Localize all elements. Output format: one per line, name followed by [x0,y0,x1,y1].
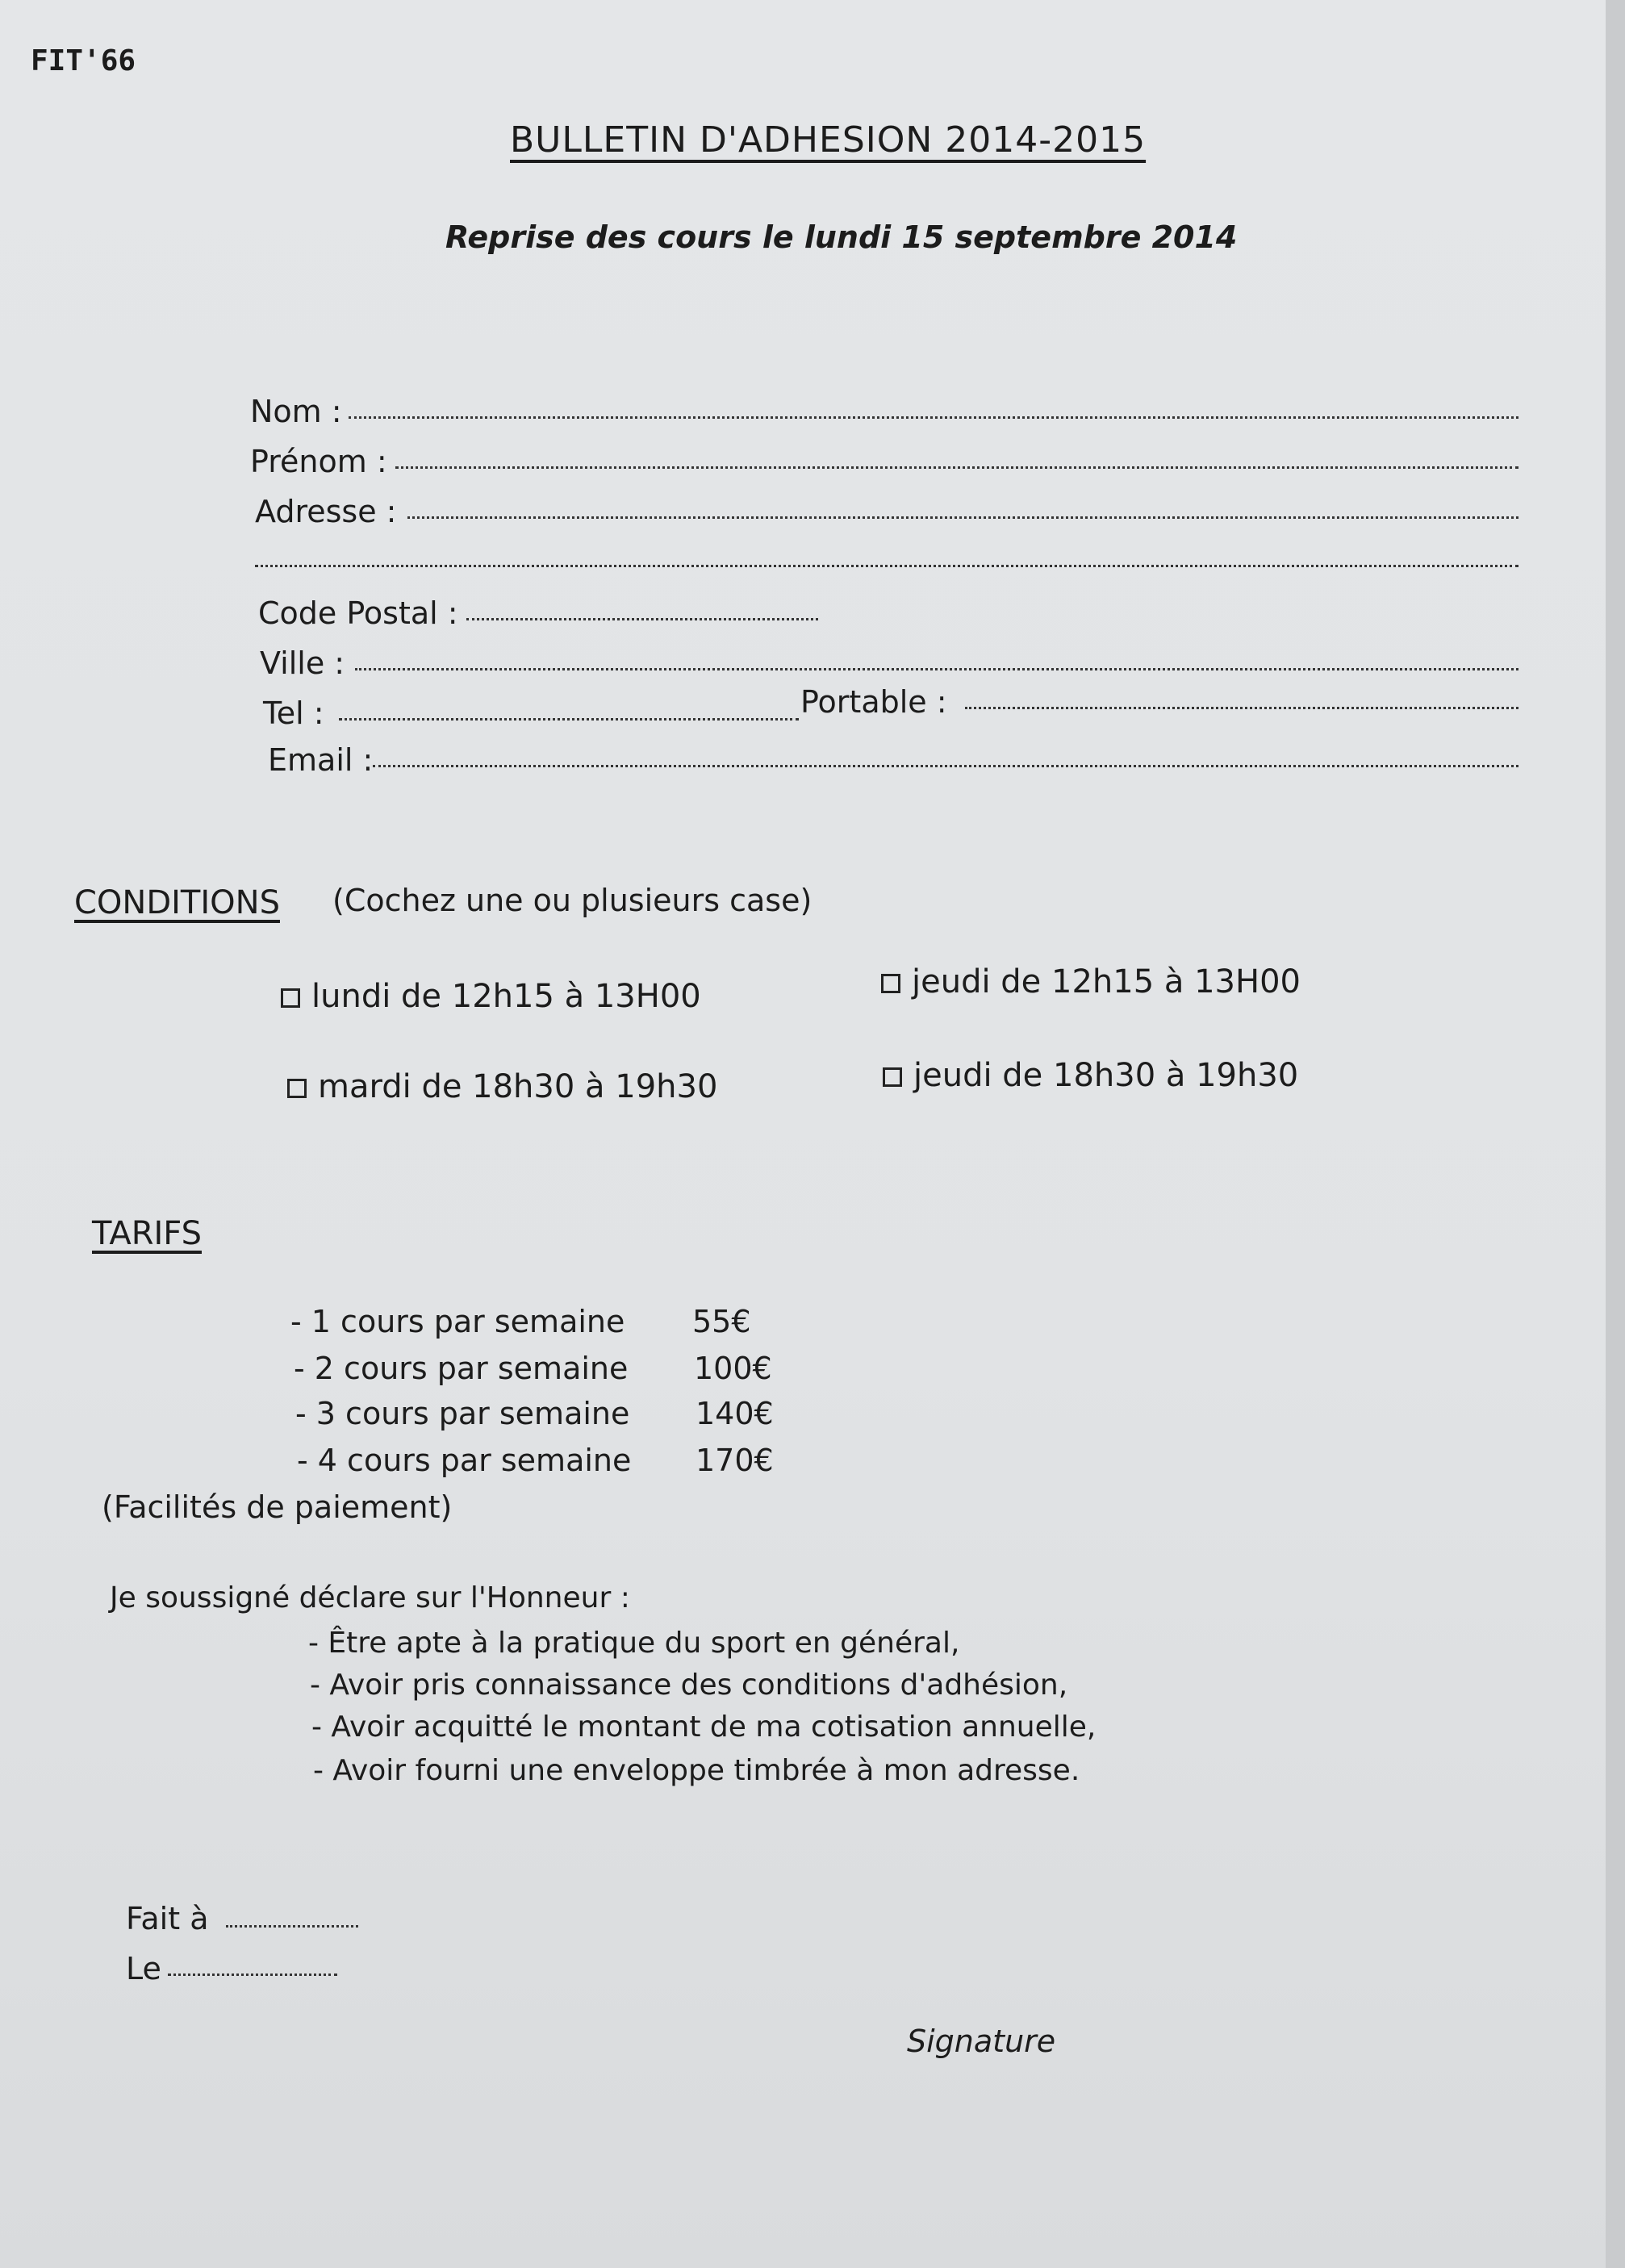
portable-field[interactable] [965,707,1518,709]
fait-a-field[interactable] [226,1925,358,1928]
option-mardi-soir[interactable]: mardi de 18h30 à 19h30 [287,1068,717,1105]
le-field[interactable] [168,1974,337,1976]
checkbox[interactable] [287,1079,307,1098]
declaration-intro: Je soussigné déclare sur l'Honneur : [110,1581,630,1614]
tarif-price: 55€ [692,1304,751,1339]
club-name: FIT'66 [31,44,136,77]
prenom-label: Prénom : [250,444,387,479]
payment-note: (Facilités de paiement) [102,1489,453,1525]
tarif-price: 140€ [696,1396,774,1431]
nom-field[interactable] [349,416,1518,419]
tarif-price: 100€ [694,1351,772,1386]
signature-label: Signature [907,2024,1056,2059]
option-jeudi-soir[interactable]: jeudi de 18h30 à 19h30 [883,1057,1298,1094]
code-postal-label: Code Postal : [258,595,458,631]
prenom-field[interactable] [395,466,1518,469]
code-postal-field[interactable] [466,618,818,620]
form-subtitle: Reprise des cours le lundi 15 septembre 2014 [445,219,1238,255]
fait-a-label: Fait à [126,1901,209,1936]
tel-label: Tel : [263,695,324,731]
email-label: Email : [268,742,374,778]
tarif-label: - 1 cours par semaine [290,1304,625,1339]
tarifs-heading: TARIFS [92,1215,202,1252]
ville-field[interactable] [355,668,1518,670]
adresse-field-line2[interactable] [255,565,1518,567]
page-edge-shadow [1606,0,1625,2268]
tarif-price: 170€ [696,1443,774,1478]
adresse-field[interactable] [407,516,1518,519]
checkbox[interactable] [881,974,900,993]
option-lundi-midi[interactable]: lundi de 12h15 à 13H00 [281,978,701,1015]
declaration-item: - Avoir fourni une enveloppe timbrée à mon adresse. [313,1754,1080,1787]
tarif-label: - 4 cours par semaine [297,1443,632,1478]
tel-field[interactable] [339,718,799,720]
portable-label: Portable : [800,684,947,720]
le-label: Le [126,1951,161,1986]
checkbox[interactable] [281,988,300,1008]
tarif-label: - 2 cours par semaine [294,1351,629,1386]
checkbox[interactable] [883,1067,902,1087]
declaration-item: - Être apte à la pratique du sport en général, [308,1627,960,1660]
nom-label: Nom : [250,394,342,429]
tarif-label: - 3 cours par semaine [295,1396,630,1431]
conditions-heading: CONDITIONS [74,884,280,921]
adresse-label: Adresse : [255,494,397,529]
form-title: BULLETIN D'ADHESION 2014-2015 [510,119,1147,161]
conditions-note: (Cochez une ou plusieurs case) [332,883,812,918]
email-field[interactable] [373,765,1518,767]
option-jeudi-midi[interactable]: jeudi de 12h15 à 13H00 [881,963,1301,1000]
ville-label: Ville : [260,645,345,681]
declaration-item: - Avoir pris connaissance des conditions d'adhésion, [310,1669,1068,1702]
declaration-item: - Avoir acquitté le montant de ma cotisation annuelle, [311,1710,1097,1744]
